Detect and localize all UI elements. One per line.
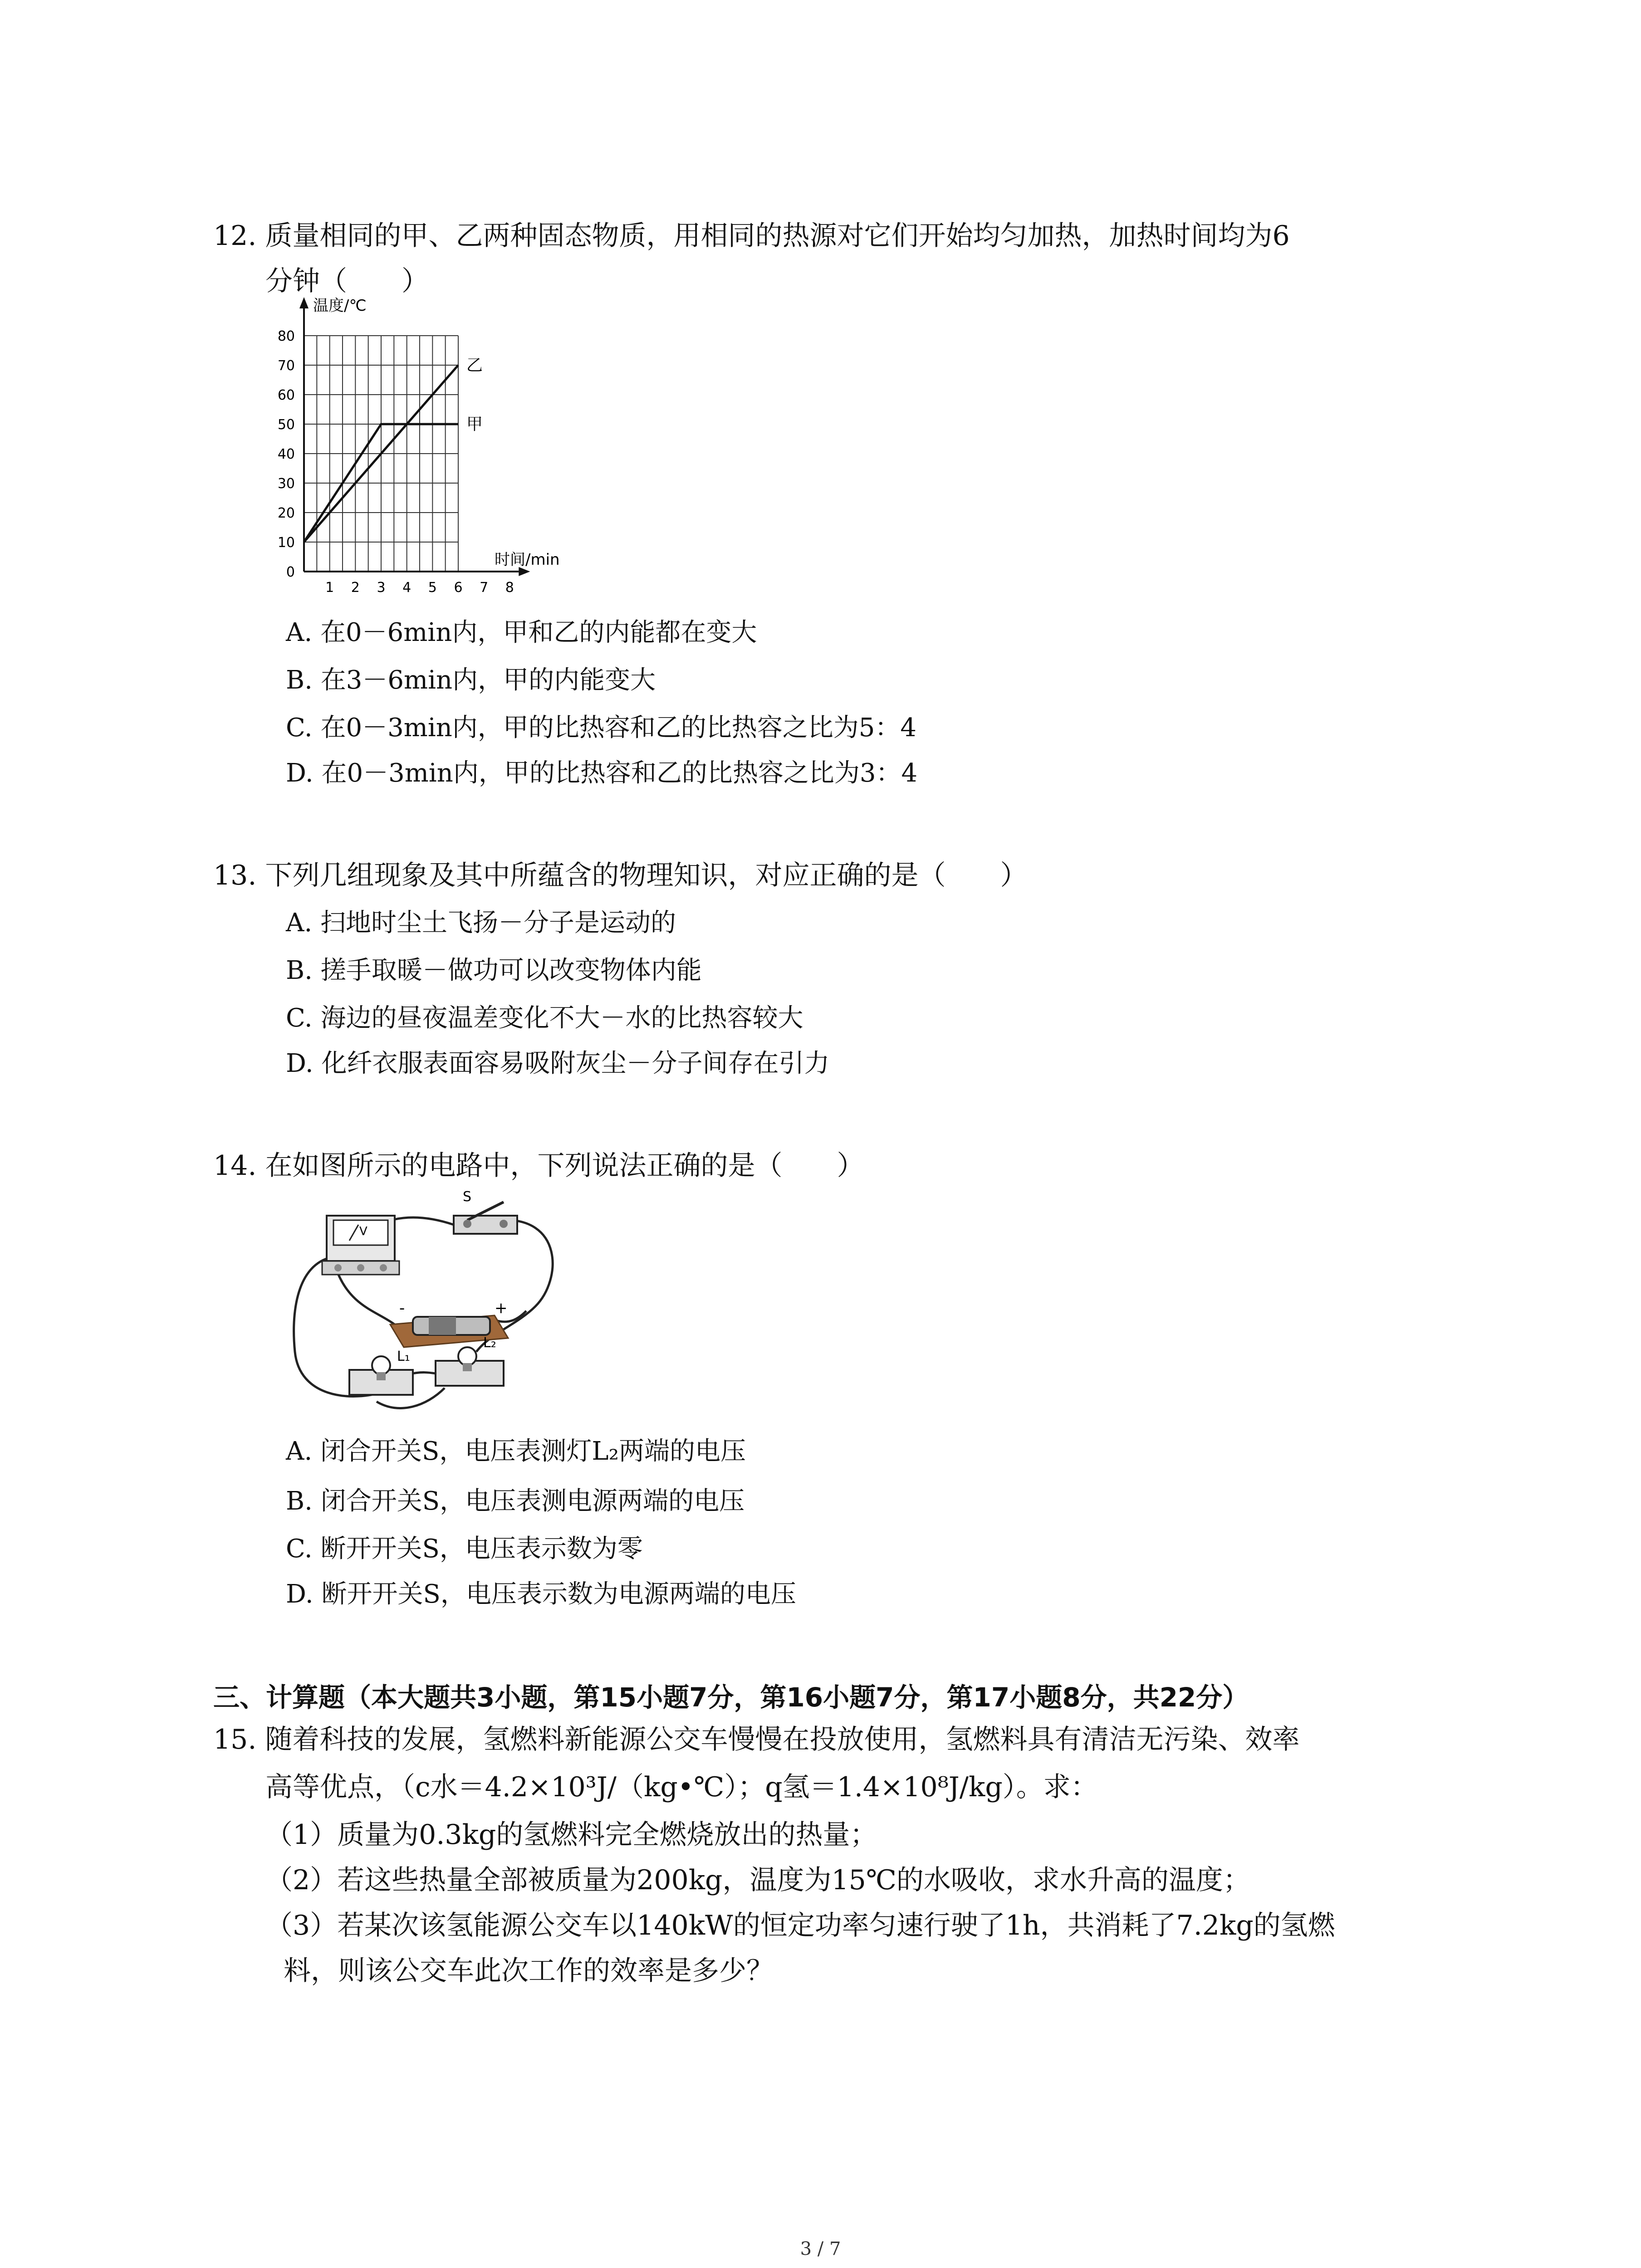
q14-option-d: D. 断开开关S，电压表示数为电源两端的电压 <box>286 1579 796 1609</box>
q12-stem-line2: 分钟（ ） <box>265 265 429 297</box>
wire-voltmeter-battery <box>336 1268 395 1325</box>
x-tick-label: 6 <box>454 580 463 596</box>
q14-stem-text: 14. 在如图所示的电路中，下列说法正确的是（ ） <box>213 1150 864 1182</box>
switch-label: S <box>463 1189 472 1205</box>
q13-stem <box>213 853 1028 898</box>
switch-icon <box>454 1202 517 1234</box>
y-axis-label: 温度/℃ <box>313 297 367 315</box>
series-label: 甲 <box>466 415 483 434</box>
section-3-title: 三、计算题（本大题共3小题，第15小题7分，第16小题7分，第17小题8分，共22分） <box>213 1682 1249 1713</box>
q14-option-c: C. 断开开关S，电压表示数为零 <box>286 1534 643 1564</box>
battery-minus-label: - <box>399 1299 405 1317</box>
q14-stem <box>213 1143 864 1188</box>
y-tick-label: 70 <box>277 358 295 374</box>
q15-sub1: （1）质量为0.3kg的氢燃料完全燃烧放出的热量； <box>265 1819 877 1851</box>
q12-option-b: B. 在3－6min内，甲的内能变大 <box>286 665 656 695</box>
q13-option-a: A. 扫地时尘土飞扬－分子是运动的 <box>286 908 676 938</box>
q12-option-c: C. 在0－3min内，甲的比热容和乙的比热容之比为5：4 <box>286 713 917 743</box>
q14-option-b: B. 闭合开关S，电压表测电源两端的电压 <box>286 1486 745 1516</box>
x-axis-label: 时间/min <box>495 551 560 569</box>
y-tick-label: 50 <box>277 417 295 433</box>
q12-option-a: A. 在0－6min内，甲和乙的内能都在变大 <box>286 618 757 647</box>
q13-stem-text: 13. 下列几组现象及其中所蕴含的物理知识，对应正确的是（ ） <box>213 860 1028 891</box>
y-tick-label: 80 <box>277 328 295 344</box>
lamp-l2-label: L₂ <box>483 1335 496 1351</box>
q13-option-b: B. 搓手取暖－做功可以改变物体内能 <box>286 956 702 985</box>
circuit-svg <box>281 1188 599 1424</box>
q15-sub2: （2）若这些热量全部被质量为200kg，温度为15℃的水吸收，求水升高的温度； <box>265 1864 1250 1896</box>
lamp-l1-label: L₁ <box>397 1349 410 1364</box>
q15-line2: 高等优点，（c水＝4.2×10³J/（kg•℃）；q氢＝1.4×10⁸J/kg）。求： <box>265 1771 1098 1803</box>
x-tick-label: 2 <box>351 580 360 596</box>
q15-sub3-line1: （3）若某次该氢能源公交车以140kW的恒定功率匀速行驶了1h，共消耗了7.2kg的氢燃 <box>265 1910 1335 1941</box>
y-tick-label: 20 <box>277 505 295 521</box>
x-tick-label: 3 <box>377 580 386 596</box>
q15-sub3-line2: 料，则该公交车此次工作的效率是多少？ <box>284 1955 774 1987</box>
y-tick-label: 60 <box>277 387 295 403</box>
x-tick-label: 4 <box>402 580 411 596</box>
temperature-time-chart <box>254 297 599 610</box>
x-tick-label: 1 <box>325 580 334 596</box>
circuit-figure <box>281 1188 599 1426</box>
q12-option-d: D. 在0－3min内，甲的比热容和乙的比热容之比为3：4 <box>286 758 918 788</box>
page-number: 3 / 7 <box>800 2239 841 2259</box>
x-tick-label: 5 <box>428 580 437 596</box>
series-label: 乙 <box>466 356 483 375</box>
voltmeter-label: V <box>359 1225 367 1238</box>
lamp-l2-icon <box>436 1347 504 1386</box>
y-tick-label: 0 <box>286 564 295 580</box>
x-tick-label: 7 <box>480 580 489 596</box>
q13-option-d: D. 化纤衣服表面容易吸附灰尘－分子间存在引力 <box>286 1049 830 1078</box>
x-tick-label: 8 <box>505 580 514 596</box>
q13-option-c: C. 海边的昼夜温差变化不大－水的比热容较大 <box>286 1003 803 1033</box>
q15-line1: 15. 随着科技的发展，氢燃料新能源公交车慢慢在投放使用，氢燃料具有清洁无污染、效率 <box>213 1724 1300 1755</box>
battery-plus-label: + <box>495 1299 508 1317</box>
y-tick-label: 30 <box>277 476 295 492</box>
q14-option-a: A. 闭合开关S，电压表测灯L₂两端的电压 <box>286 1437 746 1466</box>
y-tick-label: 10 <box>277 535 295 551</box>
q12-stem-line1: 12. 质量相同的甲、乙两种固态物质，用相同的热源对它们开始均匀加热，加热时间均为6 <box>213 220 1290 252</box>
y-tick-label: 40 <box>277 446 295 462</box>
chart-svg <box>254 297 599 608</box>
